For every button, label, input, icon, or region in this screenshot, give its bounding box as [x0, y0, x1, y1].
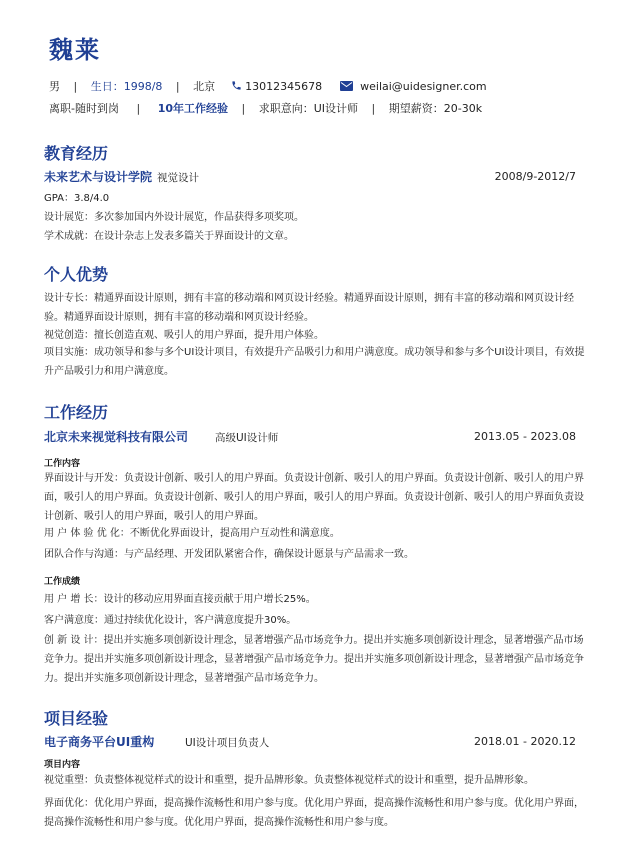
project-content-item: 视觉重塑：负责整体视觉样式的设计和重塑，提升品牌形象。负责整体视觉样式的设计和重塑，提升品牌形象。	[44, 775, 534, 786]
section-title-work: 工作经历	[44, 403, 109, 422]
work-content-item: 用 户 体 验 优 化：不断优化界面设计，提高用户互动性和满意度。	[44, 528, 340, 539]
work-content-title: 工作内容	[44, 459, 81, 469]
project-role: UI设计项目负责人	[185, 737, 270, 749]
work-date: 2013.05 - 2023.08	[474, 430, 576, 443]
project-content-title: 项目内容	[44, 760, 81, 770]
company-name: 北京未来视觉科技有限公司	[44, 430, 189, 444]
education-line: 设计展览：多次参加国内外设计展览，作品获得多项奖项。	[44, 212, 304, 223]
email[interactable]: weilai@uidesigner.com	[360, 80, 487, 93]
education-line: GPA：3.8/4.0	[44, 193, 110, 204]
major: 视觉设计	[157, 172, 199, 184]
city: 北京	[193, 80, 216, 93]
section-title-education: 教育经历	[44, 144, 109, 163]
work-content-item: 界面设计与开发：负责设计创新、吸引人的用户界面。负责设计创新、吸引人的用户界面。负责设计创新、吸引人的用户界面，吸引人的用户界面。负责设计创新、吸引人的用户界面，吸引人的用户界面。负责设计创新、吸引人的用户界面负责设计创新、吸引人的用户界面，吸引人的用户界面。	[44, 473, 584, 522]
work-result-item: 用 户 增 长：设计的移动应用界面直接贡献于用户增长25%。	[44, 594, 316, 605]
experience: 10年工作经验	[157, 102, 229, 115]
project-name: 电子商务平台UI重构	[44, 735, 155, 749]
salary: 期望薪资：20-30k	[388, 102, 483, 115]
phone[interactable]: 13012345678	[245, 80, 323, 93]
section-title-projects: 项目经验	[44, 709, 109, 728]
job-role: 高级UI设计师	[215, 432, 279, 444]
project-date: 2018.01 - 2020.12	[474, 735, 576, 748]
birthday: 生日：1998/8	[90, 80, 163, 93]
work-result-item: 创 新 设 计：提出并实施多项创新设计理念，显著增强产品市场竞争力。提出并实施多项创新设计理念，显著增强产品市场竞争力。提出并实施多项创新设计理念，显著增强产品市场竞争力。提出并实施多项创新设计理念，显著增强产品市场竞争力。提出并实施多项创新设计理念，显著增强产品市场竞争力。	[44, 635, 584, 684]
phone-icon	[231, 80, 242, 94]
info-row-2: 离职-随时到岗 | 10年工作经验 | 求职意向：UI设计师 | 期望薪资：20-30k	[49, 102, 483, 115]
job-intent: 求职意向：UI设计师	[258, 102, 359, 115]
school-name: 未来艺术与设计学院	[44, 170, 153, 184]
strength-paragraph: 项目实施：成功领导和参与多个UI设计项目，有效提升产品吸引力和用户满意度。成功领导和参与多个UI设计项目，有效提升产品吸引力和用户满意度。	[44, 347, 585, 377]
candidate-name: 魏莱	[49, 36, 101, 64]
info-row-1: 男 | 生日：1998/8 | 北京 13012345678 weilai@uidesigner.com	[49, 80, 487, 93]
work-results-title: 工作成绩	[44, 577, 81, 587]
status: 离职-随时到岗	[49, 102, 119, 115]
strength-paragraph: 视觉创造：擅长创造直观、吸引人的用户界面，提升用户体验。	[44, 330, 324, 341]
strength-paragraph: 设计专长：精通界面设计原则，拥有丰富的移动端和网页设计经验。精通界面设计原则，拥有丰富的移动端和网页设计经验。精通界面设计原则，拥有丰富的移动端和网页设计经验。	[44, 293, 574, 323]
gender: 男	[49, 80, 60, 93]
project-content-item: 界面优化：优化用户界面，提高操作流畅性和用户参与度。优化用户界面，提高操作流畅性和用户参与度。优化用户界面，提高操作流畅性和用户参与度。优化用户界面，提高操作流畅性和用户参与度。	[44, 798, 584, 828]
education-line: 学术成就：在设计杂志上发表多篇关于界面设计的文章。	[44, 231, 294, 242]
work-content-item: 团队合作与沟通：与产品经理、开发团队紧密合作，确保设计愿景与产品需求一致。	[44, 549, 414, 560]
section-title-strengths: 个人优势	[44, 265, 109, 284]
education-date: 2008/9-2012/7	[494, 170, 576, 183]
envelope-icon	[340, 81, 353, 94]
work-result-item: 客户满意度：通过持续优化设计，客户满意度提升30%。	[44, 615, 297, 626]
